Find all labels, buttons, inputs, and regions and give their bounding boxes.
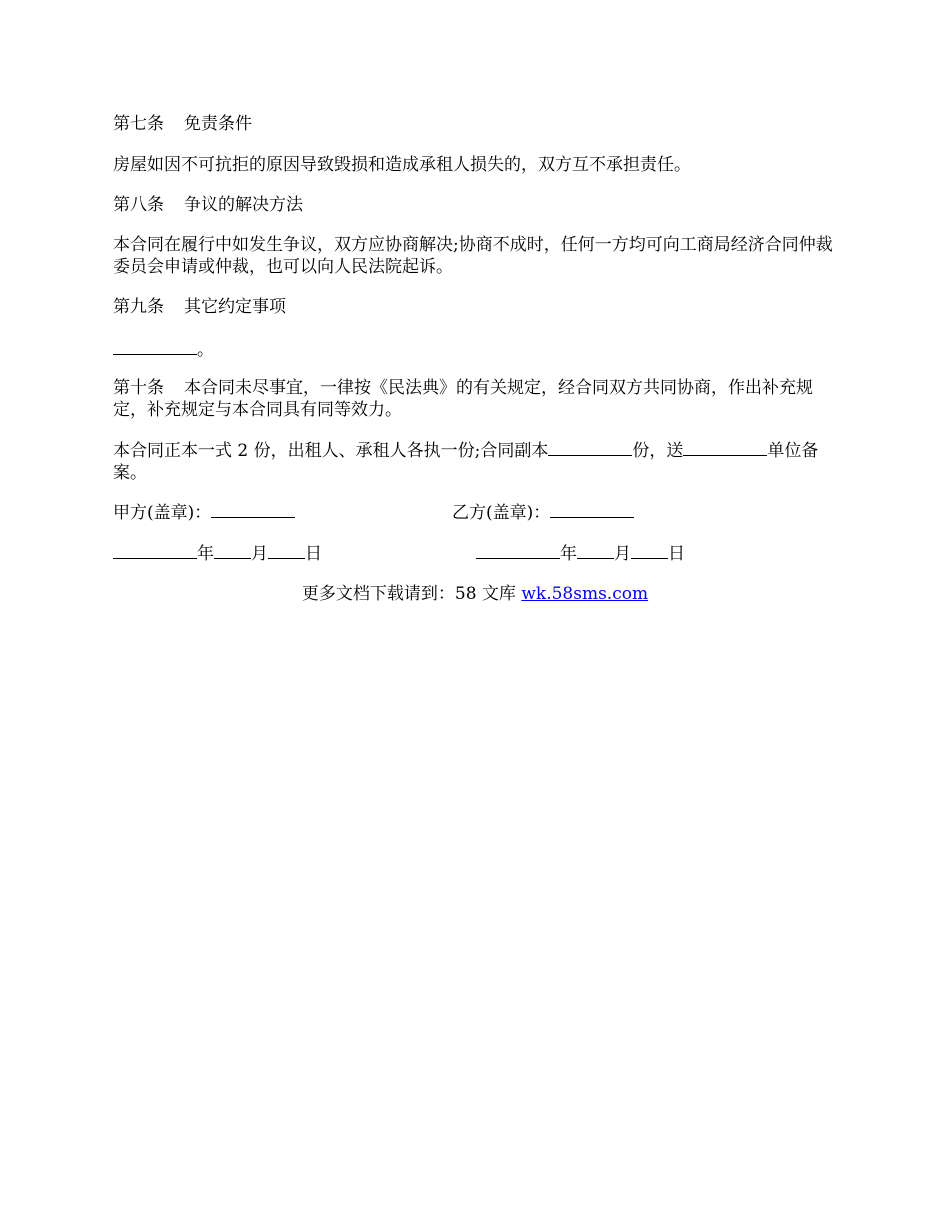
article-7-heading [113,113,843,135]
article-7-body: 房屋如因不可抗拒的原因导致毁损和造成承租人损失的，双方互不承担责任。 [113,155,691,175]
copies-text-3: 单位备案。 [113,441,819,483]
article-9-blank-line [113,337,843,361]
party-a-year-field[interactable] [113,541,197,559]
article-9-blank-suffix: 。 [197,340,214,360]
day-label: 日 [668,544,685,564]
party-b-field[interactable] [550,500,634,518]
party-a-date [113,541,322,565]
month-label: 月 [251,544,268,564]
party-a-month-field[interactable] [214,541,251,559]
party-b-month-field[interactable] [577,541,614,559]
party-a-signature [113,500,295,524]
article-7-number: 第七条 [113,114,164,134]
party-b-label: 乙方(盖章)： [452,503,551,523]
footer [0,583,950,605]
year-label: 年 [197,544,214,564]
party-a-day-field[interactable] [268,541,305,559]
article-8-body: 本合同在履行中如发生争议，双方应协商解决;协商不成时，任何一方均可向工商局经济合同仲裁委员会申请或仲裁，也可以向人民法院起诉。 [113,235,833,277]
copies-clause [113,438,843,484]
month-label: 月 [614,544,631,564]
article-9-heading [113,296,843,318]
party-a-field[interactable] [211,500,295,518]
party-b-year-field[interactable] [476,541,560,559]
article-10-text: 本合同未尽事宜，一律按《民法典》的有关规定，经合同双方共同协商，作出补充规定，补充规定与本合同具有同等效力。 [113,378,813,420]
filing-unit-field[interactable] [683,438,767,456]
copies-text-2: 份，送 [632,441,684,461]
article-9-number: 第九条 [113,297,164,317]
article-8-heading [113,194,843,216]
day-label: 日 [305,544,322,564]
article-8-title: 争议的解决方法 [184,195,303,215]
article-9-blank-field[interactable] [113,337,197,355]
year-label: 年 [560,544,577,564]
party-b-day-field[interactable] [631,541,668,559]
article-10-number: 第十条 [113,378,164,398]
article-7-title: 免责条件 [184,114,252,134]
copies-text-1: 本合同正本一式 2 份，出租人、承租人各执一份;合同副本 [113,441,549,461]
party-b-signature [452,500,634,524]
article-9-title: 其它约定事项 [184,297,286,317]
article-10-body [113,377,843,421]
footer-link[interactable]: wk.58sms.com [521,584,649,604]
copies-count-field[interactable] [548,438,632,456]
article-8-number: 第八条 [113,195,164,215]
party-a-label: 甲方(盖章)： [113,503,212,523]
party-b-date [476,541,685,565]
footer-text: 更多文档下载请到：58 文库 [301,584,522,604]
